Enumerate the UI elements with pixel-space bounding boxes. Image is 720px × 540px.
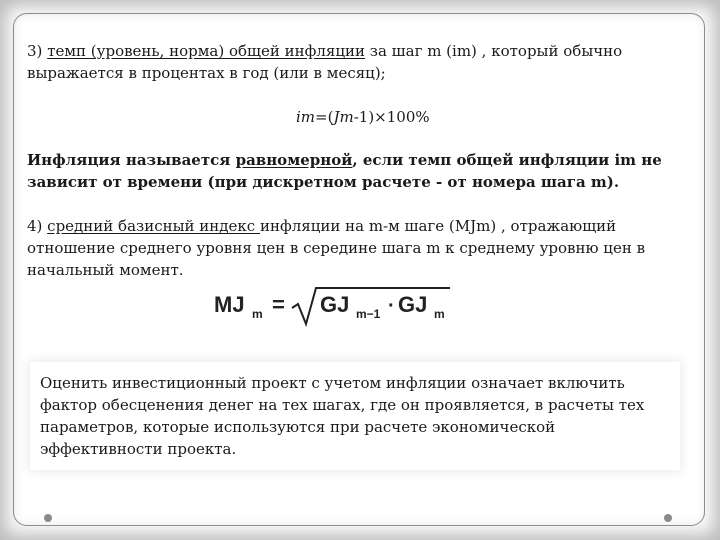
formula-gj1: GJ <box>320 292 350 317</box>
definition-4-line-1 <box>27 216 616 237</box>
conclusion-line-3: параметров, которые используются при расчете экономической <box>40 418 556 436</box>
uniform-line-2: зависит от времени (при дискретном расчете - от номера шага m). <box>27 173 620 191</box>
bullet-dot-left <box>44 514 52 522</box>
formula-rest: -1)×100% <box>353 108 430 126</box>
definition-4-line-2: отношение среднего уровня цен в середине шага m к среднему уровню цен в <box>27 239 646 257</box>
formula-gj2-sub: m <box>434 307 445 321</box>
formula-mj: MJ <box>214 292 245 317</box>
formula-gj2: GJ <box>398 292 428 317</box>
definition-3-line-2: выражается в процентах в год (или в месяц); <box>27 64 386 82</box>
formula-mj-sub: m <box>252 307 263 321</box>
formula-im: im <box>296 108 316 126</box>
formula-mean-index <box>212 284 452 328</box>
formula-eq: =( <box>315 108 334 126</box>
formula-inflation-rate <box>296 107 430 128</box>
definition-4-line-3: начальный момент. <box>27 261 184 279</box>
uniform-pre: Инфляция называется <box>27 151 236 169</box>
definition-4-text: инфляции на m-м шаге (MJm) , отражающий <box>259 217 617 235</box>
formula-gj1-sub: m−1 <box>356 307 381 321</box>
term-inflation-rate: темп (уровень, норма) общей инфляции <box>47 42 366 60</box>
conclusion-line-1: Оценить инвестиционный проект с учетом инфляции означает включить <box>40 374 625 392</box>
term-uniform: равномерной <box>235 151 353 169</box>
item-number: 3) <box>27 42 43 60</box>
uniform-post: , если темп общей инфляции im не <box>352 151 662 169</box>
formula-dot: · <box>388 295 395 317</box>
formula-jm: Jm <box>333 108 354 126</box>
definition-3-text: за шаг m (im) , который обычно <box>365 42 623 60</box>
conclusion-line-4: эффективности проекта. <box>40 440 237 458</box>
formula-equals: = <box>272 292 285 317</box>
bullet-dot-right <box>664 514 672 522</box>
conclusion-line-2: фактор обесценения денег на тех шагах, где он проявляется, в расчеты тех <box>40 396 645 414</box>
item-number: 4) <box>27 217 48 235</box>
definition-3-line-1 <box>27 41 622 62</box>
term-mean-base-index: средний базисный индекс <box>47 217 260 235</box>
uniform-line-1 <box>27 150 662 171</box>
